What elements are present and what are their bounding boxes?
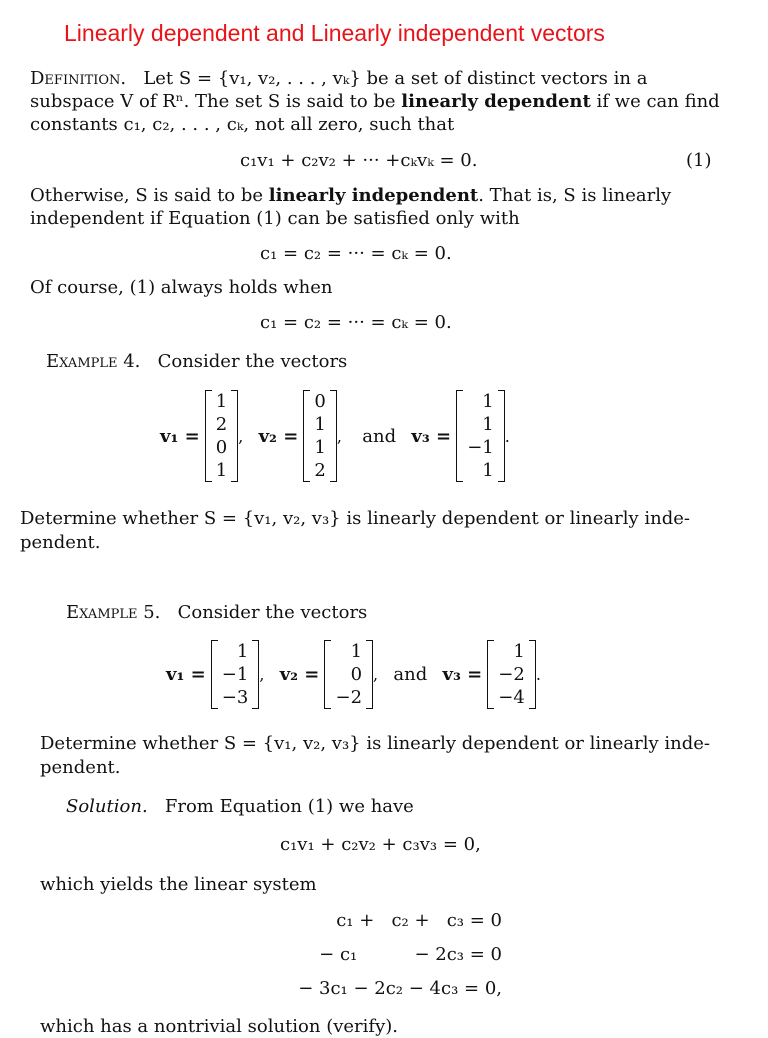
example-4-heading [46,351,347,373]
v1-entry: 1 [215,391,228,412]
definition-text-2c: if we can find [590,91,720,112]
term-linearly-independent: linearly independent [268,185,479,206]
system-row: c₁ + c₂ + c₃ = 0 [336,910,502,931]
and-text: and [393,664,428,685]
v1-label: v₁ = [160,425,200,447]
v1-entry: 1 [236,641,249,662]
solution-equation: c₁v₁ + c₂v₂ + c₃v₃ = 0, [280,834,481,855]
v2-entry: 0 [350,664,363,685]
example-5-label: Example 5. [66,602,161,623]
definition-label: Definition. [30,68,127,89]
v2-entry: −2 [335,687,363,708]
definition-line-1 [30,68,647,90]
v2-entry: 1 [314,414,326,435]
v3-entry: 1 [513,641,525,662]
v3-entry: −2 [498,664,525,685]
solution-label: Solution. [66,796,148,817]
v3-entry: 1 [482,391,494,412]
definition-text-4a: Otherwise, S is said to be [30,185,269,206]
definition-text-4c: . That is, S is linearly [478,185,672,206]
example-5-heading [66,602,367,624]
definition-line-3: constants c₁, c₂, . . . , cₖ, not all zero, such that [30,114,455,135]
v3-entry: −4 [498,687,525,708]
v1-entry: 0 [215,437,228,458]
v1-matrix [211,640,260,709]
system-row: − c₁ − 2c₃ = 0 [319,944,502,965]
cutoff-text: which has a nontrivial solution (verify). [40,1016,398,1037]
system-row: − 3c₁ − 2c₂ − 4c₃ = 0, [298,978,502,999]
example-5-intro: Consider the vectors [177,602,368,623]
page-title: Linearly dependent and Linearly independent vectors [64,20,605,46]
v3-label: v₃ = [442,664,483,685]
yields-text: which yields the linear system [40,874,317,895]
example-4-question-2: pendent. [20,532,101,553]
v2-entry: 0 [314,391,326,412]
v1-entry: −3 [221,687,249,708]
v1-entry: −1 [221,664,249,685]
v1-entry: 2 [215,414,228,435]
example-4-question-1: Determine whether S = {v₁, v₂, v₃} is linearly dependent or linearly inde- [20,508,690,529]
v1-entry: 1 [215,460,228,481]
definition-line-6: Of course, (1) always holds when [30,277,333,298]
equation-1: c₁v₁ + c₂v₂ + ··· +cₖvₖ = 0. [240,150,478,171]
v3-entry: −1 [467,437,494,458]
v2-entry: 1 [314,437,326,458]
example-5-question-1: Determine whether S = {v₁, v₂, v₃} is linearly dependent or linearly inde- [40,733,710,754]
v3-matrix [456,390,505,482]
definition-text-1: Let S = {v₁, v₂, . . . , vₖ} be a set of distinct vectors in a [143,68,648,89]
definition-line-4 [30,185,671,207]
equation-3: c₁ = c₂ = ··· = cₖ = 0. [260,312,452,333]
and-text: and [362,425,397,447]
equation-1-number: (1) [686,150,712,171]
v2-matrix [324,640,373,709]
v2-matrix [303,390,336,482]
example-4-label: Example 4. [46,351,141,372]
definition-line-5: independent if Equation (1) can be satisfied only with [30,208,520,229]
v1-label: v₁ = [166,664,206,685]
definition-line-2 [30,91,720,113]
v3-matrix [487,640,536,709]
equation-2: c₁ = c₂ = ··· = cₖ = 0. [260,243,452,264]
v2-label: v₂ = [279,664,320,685]
example-5-question-2: pendent. [40,757,121,778]
definition-text-2a: subspace V of Rⁿ. The set S is said to be [30,91,402,112]
term-linearly-dependent: linearly dependent [401,91,591,112]
v2-label: v₂ = [258,425,299,447]
solution-line [66,796,414,818]
solution-text: From Equation (1) we have [164,796,414,817]
example-5-vectors: v₁ = 1 −1 −3 , v₂ = 1 0 −2 , and v₃ = 1 −2 −4 . [166,641,541,708]
v3-label: v₃ = [411,425,452,447]
v2-entry: 1 [350,641,363,662]
v3-entry: 1 [482,414,494,435]
v3-entry: 1 [482,460,494,481]
example-4-intro: Consider the vectors [157,351,348,372]
example-4-vectors: v₁ = 1 2 0 1 , v₂ = 0 1 1 2 , and v₃ = 1 1 −1 1 . [160,391,510,481]
v1-matrix [205,390,238,482]
v2-entry: 2 [314,460,326,481]
